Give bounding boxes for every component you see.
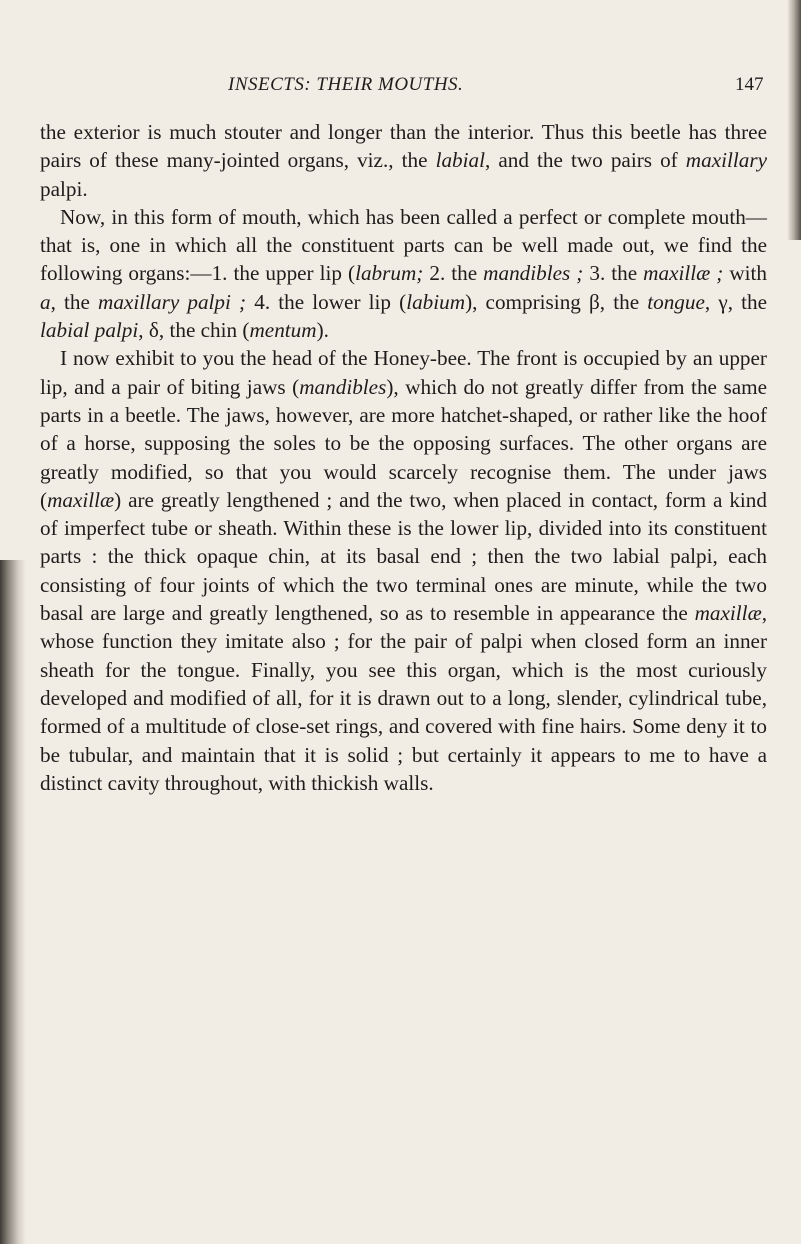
body-text [40, 118, 767, 797]
paragraph: I now exhibit to you the head of the Honey-bee. The front is occupied by an upper lip, and a pair of biting jaws (mandibles), which do not greatly differ from the same parts in a beetle. The jaws, however, are more hatchet-shaped, or rather like the hoof of a horse, supposing the soles to be the opposing surfaces. The other organs are greatly modified, so that you would scarcely recognise them. The under jaws (maxillæ) are greatly lengthened ; and the two, when placed in contact, form a kind of imperfect tube or sheath. Within these is the lower lip, divided into its constituent parts : the thick opaque chin, at its basal end ; then the two labial palpi, each consisting of four joints of which the two terminal ones are minute, while the two basal are large and greatly lengthened, so as to resemble in appearance the maxillæ, whose function they imitate also ; for the pair of palpi when closed form an inner sheath for the tongue. Finally, you see this organ, which is the most curiously developed and modified of all, for it is drawn out to a long, slender, cylindrical tube, formed of a multitude of close-set rings, and covered with fine hairs. Some deny it to be tubular, and maintain that it is solid ; but certainly it appears to me to have a distinct cavity throughout, with thickish walls. [40, 346, 767, 795]
running-title: INSECTS: THEIR MOUTHS. [228, 74, 464, 95]
page-corner-shadow [787, 0, 801, 240]
paragraph: the exterior is much stouter and longer than the interior. Thus this beetle has three pairs of these many-jointed organs, viz., the labial, and the two pairs of maxillary palpi. [40, 120, 767, 201]
page-edge-shadow [0, 560, 26, 1244]
paragraph: Now, in this form of mouth, which has been called a perfect or complete mouth—that is, one in which all the constituent parts can be well made out, we find the following organs:—1. the upper lip (labrum; 2. the mandibles ; 3. the maxillæ ; with a, the maxillary palpi ; 4. the lower lip (labium), comprising β, the tongue, γ, the labial palpi, δ, the chin (mentum). [40, 204, 768, 343]
page-number: 147 [735, 74, 764, 95]
